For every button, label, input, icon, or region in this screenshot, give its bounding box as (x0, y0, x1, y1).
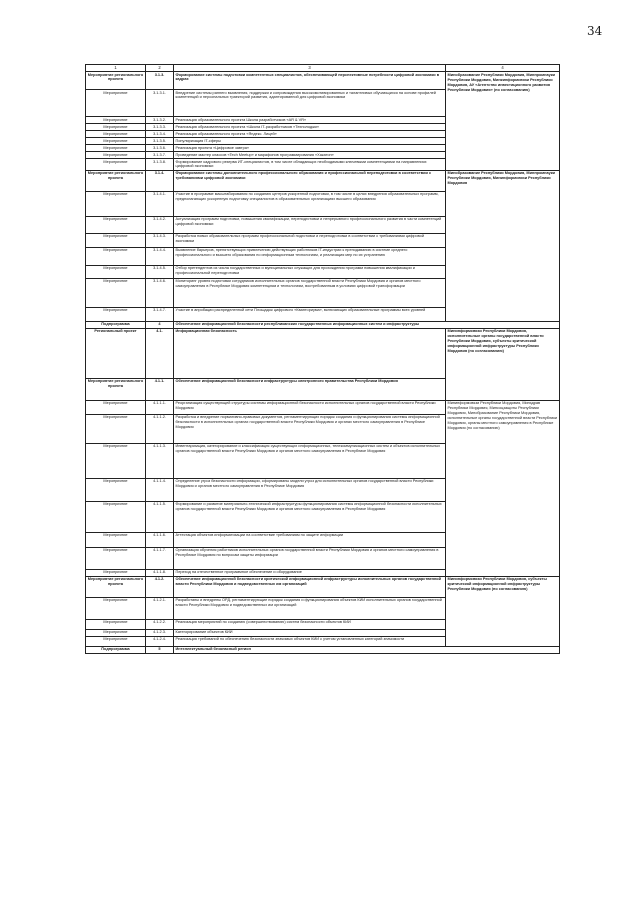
row-description: Разработка новых образовательных программ профессиональной подготовки и переподготовки в соответствии с требованиями цифровой экономики (174, 233, 446, 247)
row-description: Популяризация IT-сферы (174, 138, 446, 145)
row-type: Мероприятие (86, 400, 146, 414)
table-row (86, 170, 560, 191)
table-row (86, 72, 560, 90)
row-number: 3.1.3.2. (146, 117, 174, 124)
row-number: 4.1.2. (146, 576, 174, 597)
row-type: Мероприятие (86, 619, 146, 629)
row-type: Мероприятие (86, 629, 146, 636)
row-description: Мониторинг уровня подготовки сотрудников исполнительных органов государственной власти Республики Мордовия и органов местного самоуправления в Республике Мордовия компетенциям и технологиям, востребованным в условиях цифровой трансформации (174, 278, 446, 307)
row-number: 5 (146, 646, 174, 653)
row-type: Мероприятие (86, 597, 146, 619)
table-row (86, 328, 560, 378)
row-description: Обеспечение информационной безопасности инфраструктуры электронного правительства Республики Мордовия (174, 378, 446, 400)
row-description: Реализация образовательного проекта «Школа IT-разработчиков «Технолоджи» (174, 124, 446, 131)
responsible-executors: Мининформсвязи Республики Мордовия, исполнительные органы государственной власти Республики Мордовия, субъекты критической информационной инфраструктуры Республики Мордовия (по согласованию) (446, 328, 560, 400)
row-description: Отбор претендентов из числа государственных и муниципальных служащих для прохождения программ повышения квалификации и профессиональной переподготовки (174, 265, 446, 278)
row-type: Подпрограмма (86, 646, 146, 653)
row-type: Мероприятие (86, 90, 146, 117)
table-row (86, 400, 560, 414)
row-number: 4.1.1.8. (146, 569, 174, 576)
row-description: Выявление барьеров, препятствующих привлечению действующих работников IT-индустрии к преподаванию в системе среднего профессионального и высшего образования по информационным технологиям, и реализация мер по их устранению (174, 247, 446, 265)
row-type: Мероприятие (86, 443, 146, 478)
row-description: Формирование системы подготовки компетентных специалистов, обеспечивающей перспективные потребности цифровой экономики в кадрах (174, 72, 446, 90)
row-number: 3.1.3.4. (146, 131, 174, 138)
row-description: Обеспечение информационной безопасности критической информационной инфраструктуры исполнительных органов государственной власти Республики Мордовия и подведомственных им организаций (174, 576, 446, 597)
row-type: Мероприятие (86, 501, 146, 532)
row-type: Мероприятие (86, 233, 146, 247)
row-description: Актуализация программ подготовки, повышения квалификации, переподготовки и непрерывного профессионального развития в части компетенций цифровой экономики (174, 216, 446, 233)
row-type: Мероприятие (86, 191, 146, 216)
row-description: Реорганизация существующей структуры системы информационной безопасности исполнительных органов государственной власти Республики Мордовия (174, 400, 446, 414)
row-type: Подпрограмма (86, 321, 146, 328)
row-description: Участие в апробации распределенной сети Площадок цифрового «Кванториума», включающих образовательные программы всех уровней (174, 307, 446, 321)
row-number: 3.1.3.7. (146, 152, 174, 159)
row-type: Мероприятие регионального проекта (86, 72, 146, 90)
row-number: 3.1.3.5. (146, 138, 174, 145)
row-type: Мероприятие (86, 414, 146, 443)
row-type: Мероприятие (86, 247, 146, 265)
row-number: 3.1.3. (146, 72, 174, 90)
row-number: 4.1.1.2. (146, 414, 174, 443)
column-header: 3 (174, 65, 446, 72)
row-number: 3.1.4.6. (146, 278, 174, 307)
row-number: 3.1.4.7. (146, 307, 174, 321)
row-number: 3.1.4.2. (146, 216, 174, 233)
responsible-executors: Минобразование Республики Мордовия, Минпромнауки Республики Мордовия, Минкинформсвязи Республики Мордовия, АУ «Агентство инвестиционного развития Республики Мордовия» (по согласованию) (446, 72, 560, 171)
row-number: 3.1.3.8. (146, 159, 174, 171)
row-number: 4.1.2.2. (146, 619, 174, 629)
program-table (85, 64, 560, 654)
row-type: Мероприятие (86, 569, 146, 576)
row-description: Внедрение системы раннего выявления, поддержки и сопровождения высокомотивированных и талантливых обучающихся на основе профилей компетенций и персональных траекторий развития, адаптированной для цифровой экономики (174, 90, 446, 117)
table-row (86, 576, 560, 597)
responsible-executors: Мининформсвязи Республики Мордовия, Минздрав Республики Мордовия, Минсоцзащиты Республики Мордовия, Минобразование Республики Мордовия, исполнительные органы государственной власти Республики Мордовия, органы местного самоуправления в Республике Мордовия (по согласованию) (446, 400, 560, 576)
row-description: Реализация образовательного проекта «Яндекс. Лицей» (174, 131, 446, 138)
row-type: Мероприятие (86, 131, 146, 138)
column-header: 4 (446, 65, 560, 72)
row-description: Переход на отечественное программное обеспечение и оборудование (174, 569, 446, 576)
row-type: Региональный проект (86, 328, 146, 378)
row-description: Формирование кадрового резерва ИТ-специалистов, в том числе обладающих необходимыми ключевыми компетенциями на направлениях цифровой экономики (174, 159, 446, 171)
row-type: Мероприятие (86, 478, 146, 501)
row-number: 4.1.1.4. (146, 478, 174, 501)
row-description: Реализация образовательного проекта Школа разработчиков «AR & VR» (174, 117, 446, 124)
row-number: 4.1.2.1. (146, 597, 174, 619)
row-number: 3.1.3.3. (146, 124, 174, 131)
row-description: Аттестация объектов информатизации на соответствие требованиям по защите информации (174, 532, 446, 547)
row-type: Мероприятие регионального проекта (86, 576, 146, 597)
row-type: Мероприятие (86, 307, 146, 321)
row-number: 3.1.3.6. (146, 145, 174, 152)
row-number: 4.1.2.3. (146, 629, 174, 636)
table-row (86, 321, 560, 328)
row-number: 4.1.2.4. (146, 636, 174, 646)
row-type: Мероприятие (86, 124, 146, 131)
page-number: 34 (587, 24, 603, 38)
row-description: Интеллектуальный безопасный регион (174, 646, 560, 653)
row-number: 4.1.1.6. (146, 532, 174, 547)
row-type: Мероприятие (86, 636, 146, 646)
row-type: Мероприятие (86, 145, 146, 152)
row-number: 4.1.1.5. (146, 501, 174, 532)
row-description: Разработка и внедрение нормативно-правовых документов, регламентирующих порядок создания и функционирования системы информационной безопасности в исполнительных органах государственной власти Республики Мордовия и органах местного самоуправления в Республике Мордовия (174, 414, 446, 443)
row-description: Определение угроз безопасности информации, сформированы модели угроз для исполнительных органов государственной власти Республики Мордовия и органов местного самоуправления в Республике Мордовия (174, 478, 446, 501)
row-description: Категорирование объектов КИИ (174, 629, 446, 636)
row-description: Инвентаризация, категорирование и классификация существующих информационных, телекоммуникационных систем и объектов исполнительных органов государственной власти Республики Мордовия и органов местного самоуправления в Республике Мордовия (174, 443, 446, 478)
row-number: 3.1.4.4. (146, 247, 174, 265)
row-type: Мероприятие (86, 152, 146, 159)
row-type: Мероприятие регионального проекта (86, 170, 146, 191)
table-body (86, 72, 560, 654)
row-type: Мероприятие (86, 265, 146, 278)
row-number: 3.1.4.3. (146, 233, 174, 247)
row-type: Мероприятие (86, 159, 146, 171)
column-header: 2 (146, 65, 174, 72)
row-description: Участие в программе масштабирования по созданию центров ускоренной подготовки, в том числе в целях внедрения образовательных программ, предполагающих ускоренную подготовку специалистов в образовательных организациях высшего образования (174, 191, 446, 216)
row-type: Мероприятие регионального проекта (86, 378, 146, 400)
table-row (86, 646, 560, 653)
row-number: 4.1. (146, 328, 174, 378)
column-header: 1 (86, 65, 146, 72)
row-number: 4.1.1.1. (146, 400, 174, 414)
row-description: Формирование системы дополнительного профессионального образования и профессиональной переподготовки в соответствии с требованиями цифровой экономики (174, 170, 446, 191)
row-number: 3.1.4.5. (146, 265, 174, 278)
row-number: 3.1.3.1. (146, 90, 174, 117)
table-header-row (86, 65, 560, 72)
row-description: Организация обучения работников исполнительных органов государственной власти Республики Мордовия и органов местного самоуправления в Республике Мордовия по вопросам защиты информации (174, 547, 446, 569)
row-type: Мероприятие (86, 216, 146, 233)
responsible-executors: Минобразование Республики Мордовия, Минпромнауки Республики Мордовия, Мининформсвязи Республики Мордовия (446, 170, 560, 321)
row-description: Реализация проекта «Цифровое завтра» (174, 145, 446, 152)
row-number: 4.1.1.7. (146, 547, 174, 569)
responsible-executors: Мининформсвязи Республики Мордовия, субъекты критической информационной инфраструктуры Республики Мордовия (по согласованию) (446, 576, 560, 646)
row-type: Мероприятие (86, 117, 146, 124)
row-description: Реализация требований по обеспечению безопасности значимых объектов КИИ с учетом установленных категорий значимости (174, 636, 446, 646)
row-description: Информационная безопасность (174, 328, 446, 378)
row-description: Проведение мастер классов «Tech Meetup» и марафонов программирования «Хакатон» (174, 152, 446, 159)
row-number: 3.1.4. (146, 170, 174, 191)
row-description: Формирование и развитие материально-технической инфраструктуры функционирования системы информационной безопасности исполнительных органов государственной власти Республики Мордовия и органов местного самоуправления в Республике Мордовия (174, 501, 446, 532)
row-number: 4.1.1.3. (146, 443, 174, 478)
row-description: Разработаны и внедрены ОРД, регламентирующие порядок создания и функционирования объектов КИИ исполнительных органов государственной власти Республики Мордовия и подведомственных им организаций (174, 597, 446, 619)
row-type: Мероприятие (86, 278, 146, 307)
row-number: 4 (146, 321, 174, 328)
row-number: 4.1.1. (146, 378, 174, 400)
row-type: Мероприятие (86, 138, 146, 145)
row-type: Мероприятие (86, 532, 146, 547)
row-description: Обеспечение информационной безопасности республиканских государственных информационных систем и инфраструктуры (174, 321, 560, 328)
row-number: 3.1.4.1. (146, 191, 174, 216)
row-type: Мероприятие (86, 547, 146, 569)
row-description: Реализация мероприятий по созданию (совершенствованию) систем безопасности объектов КИИ (174, 619, 446, 629)
